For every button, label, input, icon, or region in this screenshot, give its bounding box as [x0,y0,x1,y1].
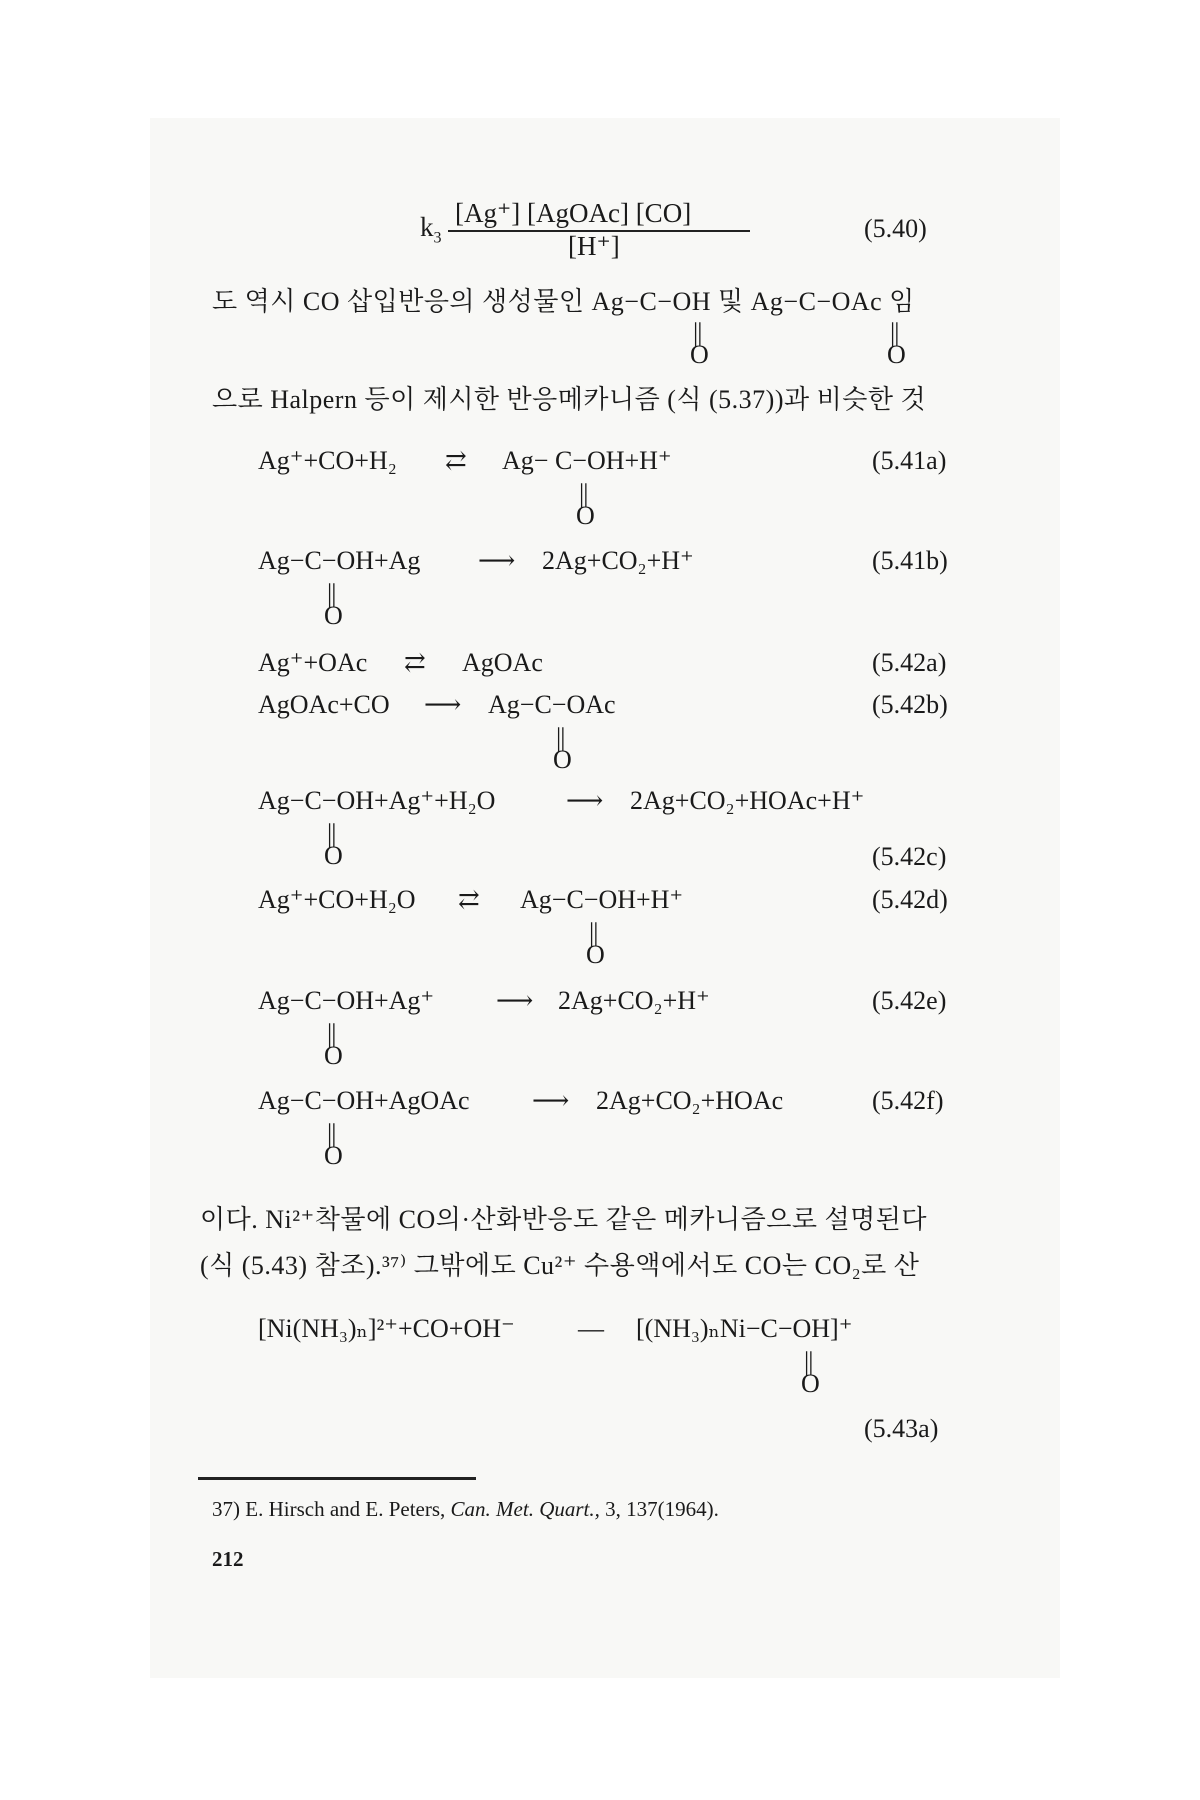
reaction-arrow: — [578,1314,604,1343]
footnote-journal: Can. Met. Quart., [450,1497,600,1521]
paragraph-line: (식 (5.43) 참조).³⁷⁾ 그밖에도 Cu²⁺ 수용액에서도 CO는 CO₂로 산 [200,1251,920,1280]
reaction-arrow: ⟶ [478,546,516,575]
equation-number: (5.41a) [872,446,947,475]
equation-left: Ag⁺+CO+H₂ [258,446,397,475]
double-bond: || [327,1119,336,1148]
equation-right: Ag− C−OH+H⁺ [502,446,672,475]
double-bond: || [890,318,899,347]
footnote [212,1496,719,1522]
equilibrium-arrow: ⇄ [458,885,480,914]
equation-right: 2Ag+CO₂+HOAc [596,1086,784,1115]
equation-right: AgOAc [462,648,543,677]
oxygen-atom: O [324,1041,343,1070]
equation-right: Ag−C−OH+H⁺ [520,885,684,914]
paragraph-line: 이다. Ni²⁺착물에 CO의·산화반응도 같은 메카니즘으로 설명된다 [200,1205,927,1234]
equation-left: AgOAc+CO [258,690,390,719]
double-bond: || [579,479,588,508]
reaction-arrow: ⟶ [532,1086,570,1115]
equation-right: [(NH₃)ₙNi−C−OH]⁺ [636,1314,853,1343]
footnote-citation: 3, 137(1964). [605,1497,719,1521]
oxygen-atom: O [586,940,605,969]
footnote-marker: 37) [212,1497,240,1521]
double-bond: || [556,723,565,752]
equation-number: (5.42c) [872,842,947,871]
equation-left: Ag−C−OH+Ag⁺+H₂O [258,786,496,815]
rate-constant: $k_3$ [420,212,442,247]
equilibrium-arrow: ⇄ [445,446,467,475]
page-number: 212 [212,1547,244,1571]
equation-number: (5.42b) [872,690,948,719]
footnote-rule [198,1477,476,1480]
equation-right: 2Ag+CO₂+H⁺ [542,546,694,575]
double-bond: || [327,819,336,848]
double-bond: || [804,1347,813,1376]
equation-left: Ag−C−OH+AgOAc [258,1086,470,1115]
equation-right: 2Ag+CO₂+HOAc+H⁺ [630,786,865,815]
equation-left: Ag⁺+CO+H₂O [258,885,416,914]
equation-number: (5.41b) [872,546,948,575]
equation-number: (5.42e) [872,986,947,1015]
oxygen-atom: O [887,340,906,369]
equilibrium-arrow: ⇄ [404,648,426,677]
double-bond: || [327,1019,336,1048]
fraction-denominator: [H⁺] [568,231,620,261]
equation-left: Ag⁺+OAc [258,648,368,677]
equation-right: Ag−C−OAc [488,690,616,719]
fraction-numerator: [Ag⁺] [AgOAc] [CO] [455,198,692,228]
paragraph-line: 도 역시 CO 삽입반응의 생성물인 Ag−C−OH 및 Ag−C−OAc 임 [212,287,915,316]
equation-number: (5.42d) [872,885,948,914]
double-bond: || [327,579,336,608]
equation-left: Ag−C−OH+Ag⁺ [258,986,435,1015]
paragraph-line: 으로 Halpern 등이 제시한 반응메카니즘 (식 (5.37))과 비슷한 것 [212,385,927,414]
equation-number: (5.40) [864,214,927,243]
oxygen-atom: O [553,745,572,774]
oxygen-atom: O [576,501,595,530]
footnote-authors: E. Hirsch and E. Peters, [245,1497,446,1521]
equation-number: (5.43a) [864,1414,939,1443]
oxygen-atom: O [801,1369,820,1398]
oxygen-atom: O [690,340,709,369]
equation-number: (5.42a) [872,648,947,677]
double-bond: || [589,918,598,947]
reaction-arrow: ⟶ [496,986,534,1015]
equation-number: (5.42f) [872,1086,944,1115]
reaction-arrow: ⟶ [566,786,604,815]
equation-left: Ag−C−OH+Ag [258,546,421,575]
oxygen-atom: O [324,601,343,630]
oxygen-atom: O [324,1141,343,1170]
equation-right: 2Ag+CO₂+H⁺ [558,986,710,1015]
oxygen-atom: O [324,841,343,870]
reaction-arrow: ⟶ [424,690,462,719]
equation-left: [Ni(NH₃)ₙ]²⁺+CO+OH⁻ [258,1314,515,1343]
double-bond: || [693,318,702,347]
